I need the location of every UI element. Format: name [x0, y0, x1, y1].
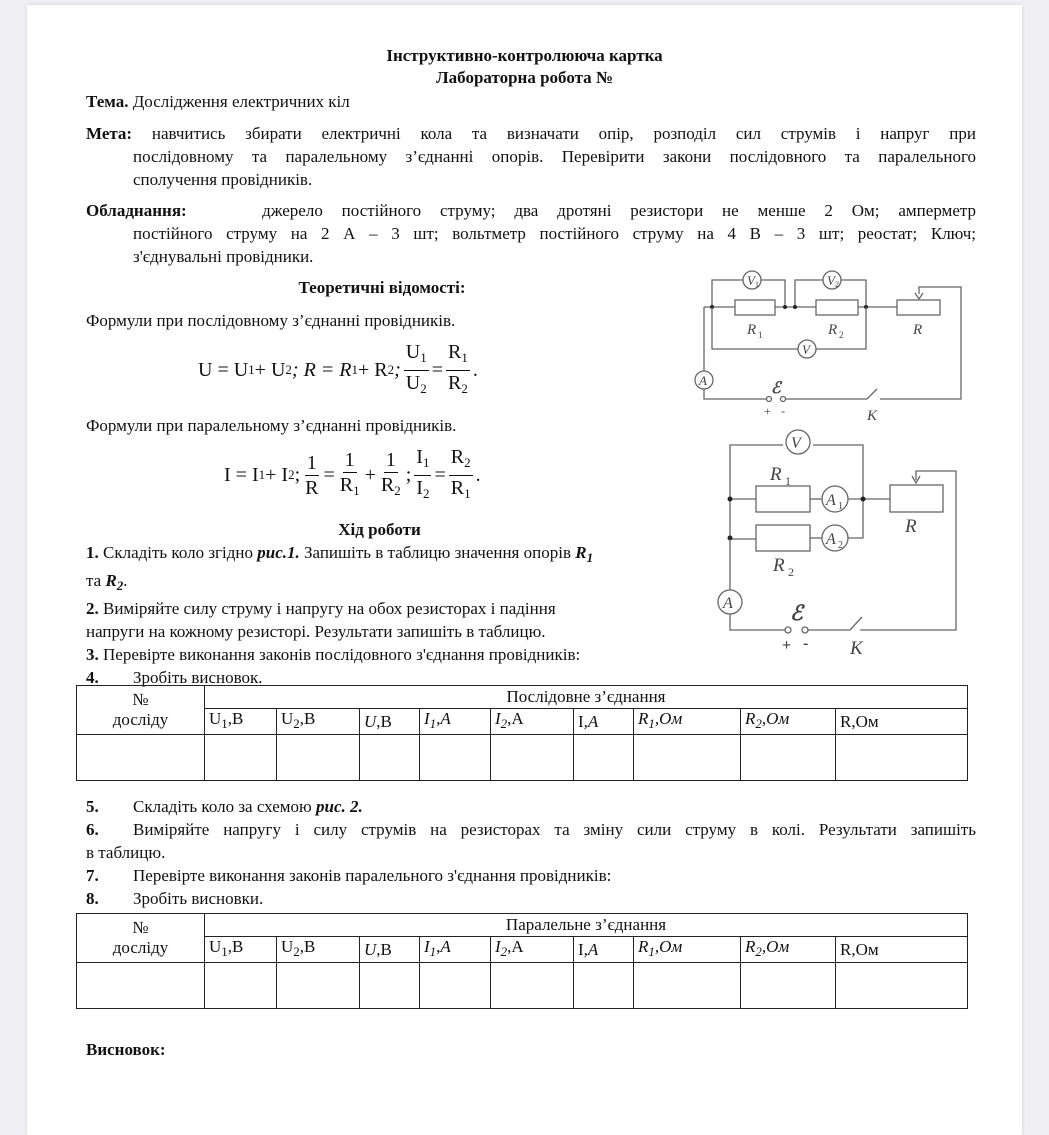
column-header-symbol: R: [638, 709, 649, 728]
resistor-r2-icon: [756, 525, 810, 551]
equipment-text-1: джерело постійного струму; два дротяні резистори не менше 2 Ом; амперметр: [262, 201, 976, 220]
series-caption: Формули при послідовному з’єднанні провідників.: [86, 311, 456, 330]
wire: [730, 499, 756, 539]
column-header-sub: 1: [648, 716, 655, 731]
column-header: [205, 709, 277, 735]
column-header-sub: 1: [429, 716, 437, 731]
resistor-r2-icon: [816, 300, 858, 315]
formula-eq: =: [431, 358, 444, 381]
step-text: Складіть коло згідно: [103, 543, 258, 562]
voltmeter-label: V: [802, 342, 810, 357]
key-label: K: [867, 408, 878, 423]
column-header: [360, 937, 420, 963]
r1-sub: 1: [758, 330, 763, 340]
voltmeter-1-sub: 1: [755, 280, 759, 289]
goal-label: Мета:: [86, 124, 133, 143]
equipment-label: Обладнання:: [86, 201, 187, 220]
formula-sub: 1: [258, 467, 266, 482]
frac-den: I: [416, 476, 423, 499]
theory-heading: Теоретичні відомості:: [298, 278, 466, 297]
frac-sub: 2: [464, 454, 471, 470]
r1-label: R: [747, 322, 757, 338]
goal-line-2: послідовному та паралельному з’єднанні опорів. Перевірити закони послідовного та паралельного: [133, 147, 976, 166]
column-header-unit: ,А: [507, 937, 524, 956]
column-header-unit: ,В: [227, 709, 244, 728]
r1-label: R: [770, 464, 782, 485]
minus-label: -: [781, 404, 785, 418]
column-header: [277, 937, 360, 963]
column-header-sub: 2: [500, 944, 508, 959]
column-header: [420, 937, 491, 963]
formula-text: U = U: [198, 358, 249, 381]
step-number: 8.: [86, 889, 99, 908]
table-cell[interactable]: [574, 963, 634, 1009]
header-line: №: [132, 690, 149, 709]
step-text: Складіть коло за схемою: [133, 797, 316, 816]
ammeter-1-label: A: [826, 492, 836, 509]
column-header-symbol: I: [578, 939, 584, 959]
formula-text: + I: [265, 463, 289, 486]
goal-section: [86, 122, 976, 191]
ammeter-1-sub: 1: [838, 501, 843, 512]
formula-text: + R: [358, 358, 388, 381]
parallel-caption: Формули при паралельному з’єднанні провідників.: [86, 416, 457, 435]
column-header-unit: ,Ом: [654, 937, 683, 956]
frac-den: R: [450, 476, 465, 499]
frac-sub: 2: [422, 485, 430, 501]
rheostat-label: R: [913, 322, 923, 338]
terminal-minus: [781, 397, 786, 402]
column-header: [277, 709, 360, 735]
frac-sub: 1: [420, 349, 427, 365]
terminal-plus: [767, 397, 772, 402]
table-cell[interactable]: [634, 735, 741, 781]
parallel-connection-table: [76, 913, 968, 1009]
table-cell[interactable]: [741, 963, 836, 1009]
header-line: №: [132, 918, 149, 937]
column-header-symbol: R: [745, 937, 756, 956]
equipment-line-1: [86, 199, 976, 222]
table-cell[interactable]: [574, 735, 634, 781]
column-header-unit: ,Ом: [761, 709, 790, 728]
step-number: 1.: [86, 543, 99, 562]
r2-sub: 2: [839, 330, 844, 340]
equipment-line-3: з'єднувальні провідники.: [133, 247, 314, 266]
column-header-unit: ,A: [583, 939, 599, 959]
column-header-sub: 2: [755, 716, 762, 731]
ammeter-label: A: [723, 595, 733, 612]
series-group-header: Послідовне з’єднання: [205, 686, 968, 709]
fraction-r2-r1: [449, 445, 473, 506]
step-number: 5.: [86, 797, 99, 816]
fraction-1-r: [303, 451, 320, 500]
formula-sub: 2: [288, 467, 295, 482]
table-row: [77, 735, 968, 781]
column-header-row: [77, 709, 968, 735]
step-number: 3.: [86, 645, 99, 664]
goal-text-1: навчитись збирати електричні кола та визначати опір, розподіл сил струмів і напруг при: [151, 124, 976, 143]
step-6-cont: в таблицю.: [86, 843, 166, 862]
frac-num: U: [405, 340, 421, 363]
column-header-symbol: R: [840, 711, 852, 731]
step-text: Зробіть висновок.: [133, 668, 263, 687]
table-cell[interactable]: [205, 963, 277, 1009]
column-header: [360, 709, 420, 735]
column-header: [574, 709, 634, 735]
rheostat-icon: [890, 485, 943, 512]
ammeter-2-sub: 2: [838, 540, 843, 551]
series-circuit-diagram: [685, 263, 975, 423]
table-cell[interactable]: [205, 735, 277, 781]
column-header-sub: 2: [293, 944, 300, 959]
column-header: [491, 709, 574, 735]
ammeter-label: A: [699, 373, 707, 388]
column-header-symbol: R: [840, 939, 852, 959]
step-text: Зробіть висновки.: [133, 889, 264, 908]
experiment-number-header: [77, 686, 205, 735]
formula-text: I = I: [224, 463, 259, 486]
column-header-symbol: I: [424, 937, 430, 956]
r1-sub: 1: [586, 550, 594, 565]
column-header-symbol: R: [745, 709, 756, 728]
column-header-symbol: U: [209, 709, 222, 728]
procedure-steps-1-4: [86, 541, 676, 689]
table-cell[interactable]: [360, 735, 420, 781]
column-header-unit: ,Ом: [851, 711, 879, 731]
junction-dot: [728, 497, 733, 502]
column-header-unit: ,В: [376, 711, 392, 731]
table-cell[interactable]: [491, 735, 574, 781]
column-header: [741, 709, 836, 735]
column-header-symbol: U: [281, 937, 294, 956]
step-2: [86, 597, 676, 620]
switch-key-icon: [808, 617, 862, 630]
column-header-symbol: U: [364, 711, 377, 731]
equipment-line-2: постійного струму на 2 А – 3 шт; вольтметр постійного струму на 4 В – 3 шт; реостат; Ключ;: [133, 224, 976, 243]
wire: [730, 614, 785, 630]
column-header: [634, 937, 741, 963]
switch-key-icon: [786, 389, 877, 399]
table-cell[interactable]: [77, 735, 205, 781]
emf-label: ℰ: [771, 380, 781, 397]
column-header-sub: 1: [648, 944, 655, 959]
column-header-symbol: U: [364, 939, 377, 959]
column-header-unit: ,Ом: [851, 939, 879, 959]
topic-line: [86, 90, 976, 113]
column-header: [836, 937, 968, 963]
frac-num: I: [416, 445, 423, 468]
header-line: досліду: [112, 710, 169, 729]
formula-plus: +: [364, 463, 376, 486]
frac-sub: 1: [422, 454, 430, 470]
frac-sub: 1: [461, 349, 468, 365]
formula-sub: 1: [248, 362, 255, 377]
formula-text: + U: [254, 358, 286, 381]
frac-den: R: [305, 476, 319, 499]
column-header: [836, 709, 968, 735]
voltmeter-1-label: V: [747, 273, 755, 288]
r2-label: R: [828, 322, 838, 338]
table-cell[interactable]: [420, 963, 491, 1009]
plus-label: +: [782, 637, 792, 654]
r2-symbol: R: [105, 571, 117, 590]
frac-sub: 2: [420, 380, 427, 396]
column-header-sub: 1: [221, 716, 228, 731]
frac-num: 1: [344, 448, 355, 471]
step-number: 7.: [86, 866, 99, 885]
table-cell[interactable]: [420, 735, 491, 781]
column-header: [205, 937, 277, 963]
column-header-unit: ,В: [376, 939, 392, 959]
column-header: [420, 709, 491, 735]
table-cell[interactable]: [836, 963, 968, 1009]
goal-line-1: [86, 122, 976, 145]
document-title: Інструктивно-контролююча картка: [386, 46, 663, 65]
figure-ref: рис.1.: [257, 543, 300, 562]
column-header-sub: 2: [500, 716, 508, 731]
step-3: [86, 643, 676, 666]
rheostat-label: R: [905, 516, 917, 537]
column-header-unit: ,A: [583, 711, 599, 731]
resistor-r1-icon: [756, 486, 810, 512]
column-header-symbol: U: [281, 709, 294, 728]
frac-den: U: [405, 371, 421, 394]
frac-sub: 2: [461, 380, 468, 396]
step-number: 4.: [86, 668, 99, 687]
column-header-unit: ,A: [436, 937, 451, 956]
r2-label: R: [773, 555, 785, 576]
column-header-symbol: I: [495, 937, 501, 956]
column-header: [741, 937, 836, 963]
step-text: Перевірте виконання законів послідовного з'єднання провідників:: [103, 645, 581, 664]
formula-sub: 2: [285, 362, 292, 377]
formula-text: ;: [294, 463, 301, 486]
fraction-i1-i2: [414, 445, 431, 506]
wire: [848, 499, 863, 538]
rheostat-icon: [897, 300, 940, 315]
column-header: [491, 937, 574, 963]
r2-sub: 2: [788, 565, 794, 579]
r2-sub: 2: [116, 578, 124, 593]
voltmeter-2-label: V: [827, 273, 835, 288]
terminal-plus: [785, 627, 791, 633]
r1-sub: 1: [785, 474, 791, 488]
frac-num: R: [450, 445, 465, 468]
column-header-sub: 1: [221, 944, 228, 959]
column-header-symbol: R: [638, 937, 649, 956]
formula-end: .: [472, 358, 478, 381]
step-1-cont: [86, 569, 676, 597]
step-8: [86, 887, 976, 910]
fraction-r1-r2: [446, 340, 470, 401]
frac-sub: 1: [353, 482, 360, 498]
parallel-circuit-diagram: [700, 420, 980, 665]
fraction-1-r2: [379, 448, 403, 503]
junction-dot: [783, 305, 787, 309]
column-header-unit: ,Ом: [761, 937, 790, 956]
column-header-symbol: I: [424, 709, 430, 728]
frac-num: 1: [306, 451, 317, 474]
column-header-sub: 2: [293, 716, 300, 731]
parallel-group-header: Паралельне з’єднання: [205, 914, 968, 937]
voltmeter-2-sub: 2: [835, 280, 839, 289]
formula-sub: 1: [351, 362, 358, 377]
experiment-number-header: [77, 914, 205, 963]
lab-work-title: Лабораторна робота №: [436, 68, 613, 87]
step-number: 6.: [86, 820, 99, 839]
formula-end: .: [475, 463, 481, 486]
procedure-heading: Хід роботи: [338, 520, 421, 539]
resistor-r1-icon: [735, 300, 775, 315]
minus-label: -: [803, 635, 809, 652]
table-row: [77, 963, 968, 1009]
ammeter-2-label: A: [826, 531, 836, 548]
header-line: досліду: [112, 938, 169, 957]
frac-num: 1: [385, 448, 396, 471]
column-header-symbol: I: [495, 709, 501, 728]
formula-sub: 2: [387, 362, 395, 377]
step-text: Виміряйте силу струму і напругу на обох резисторах і падіння: [103, 599, 556, 618]
table-cell[interactable]: [360, 963, 420, 1009]
step-7: [86, 864, 976, 887]
formula-text: ; R = R: [291, 358, 352, 381]
formula-eq: =: [434, 463, 446, 486]
r1-symbol: R: [575, 543, 587, 562]
step-text: Виміряйте напругу і силу струмів на резисторах та зміну сили струму в колі. Результати запишіть: [133, 820, 976, 839]
column-header-unit: ,А: [507, 709, 524, 728]
column-header-unit: ,A: [436, 709, 451, 728]
column-header: [634, 709, 741, 735]
equipment-section: [86, 199, 976, 268]
frac-den: R: [448, 371, 462, 394]
key-label: K: [850, 638, 863, 659]
frac-sub: 1: [464, 485, 471, 501]
terminal-minus: [802, 627, 808, 633]
fraction-u1-u2: [404, 340, 429, 401]
column-header-unit: ,Ом: [654, 709, 683, 728]
step-number: 2.: [86, 599, 99, 618]
frac-num: R: [448, 340, 462, 363]
table-cell[interactable]: [491, 963, 574, 1009]
table-cell[interactable]: [741, 735, 836, 781]
topic-label: Тема.: [86, 92, 129, 111]
junction-dot: [793, 305, 797, 309]
step-text: Перевірте виконання законів паралельного з'єднання провідників:: [133, 866, 612, 885]
formula-text: ;: [394, 358, 401, 381]
series-connection-table: [76, 685, 968, 781]
voltmeter-label: V: [791, 435, 801, 452]
formula-sep: ;: [405, 463, 412, 486]
column-header-symbol: I: [578, 711, 584, 731]
table-cell[interactable]: [77, 963, 205, 1009]
formula-eq: =: [323, 463, 335, 486]
conclusion-label: Висновок:: [86, 1040, 166, 1059]
table-cell[interactable]: [634, 963, 741, 1009]
step-5: [86, 795, 976, 818]
column-header-unit: ,В: [299, 937, 316, 956]
step-6: [86, 818, 976, 841]
column-header: [574, 937, 634, 963]
step-text: Запишіть в таблицю значення опорів: [299, 543, 576, 562]
column-header-row: [77, 937, 968, 963]
step-2-cont: напруги на кожному резисторі. Результати запишіть в таблицю.: [86, 622, 546, 641]
column-header-unit: ,В: [299, 709, 316, 728]
procedure-steps-5-8: [86, 795, 976, 910]
document-page: [27, 5, 1022, 1135]
column-header-symbol: U: [209, 937, 222, 956]
junction-dot: [861, 497, 866, 502]
step-text: та: [86, 571, 106, 590]
goal-line-3: сполучення провідників.: [133, 170, 313, 189]
topic-text: Дослідження електричних кіл: [132, 92, 350, 111]
column-header-sub: 1: [429, 944, 437, 959]
series-formula: [198, 340, 478, 400]
step-text: .: [123, 571, 128, 590]
table-cell[interactable]: [836, 735, 968, 781]
table-cell[interactable]: [277, 963, 360, 1009]
step-1: [86, 541, 676, 569]
parallel-formula: [224, 443, 481, 507]
table-cell[interactable]: [277, 735, 360, 781]
fraction-1-r1: [338, 448, 362, 503]
frac-den: R: [339, 473, 354, 496]
emf-label: ℰ: [790, 601, 803, 625]
figure-ref: рис. 2.: [316, 797, 363, 816]
frac-sub: 2: [394, 482, 401, 498]
plus-label: +: [764, 404, 771, 418]
wire: [704, 389, 766, 399]
column-header-unit: ,В: [227, 937, 244, 956]
column-header-sub: 2: [755, 944, 762, 959]
frac-den: R: [380, 473, 395, 496]
